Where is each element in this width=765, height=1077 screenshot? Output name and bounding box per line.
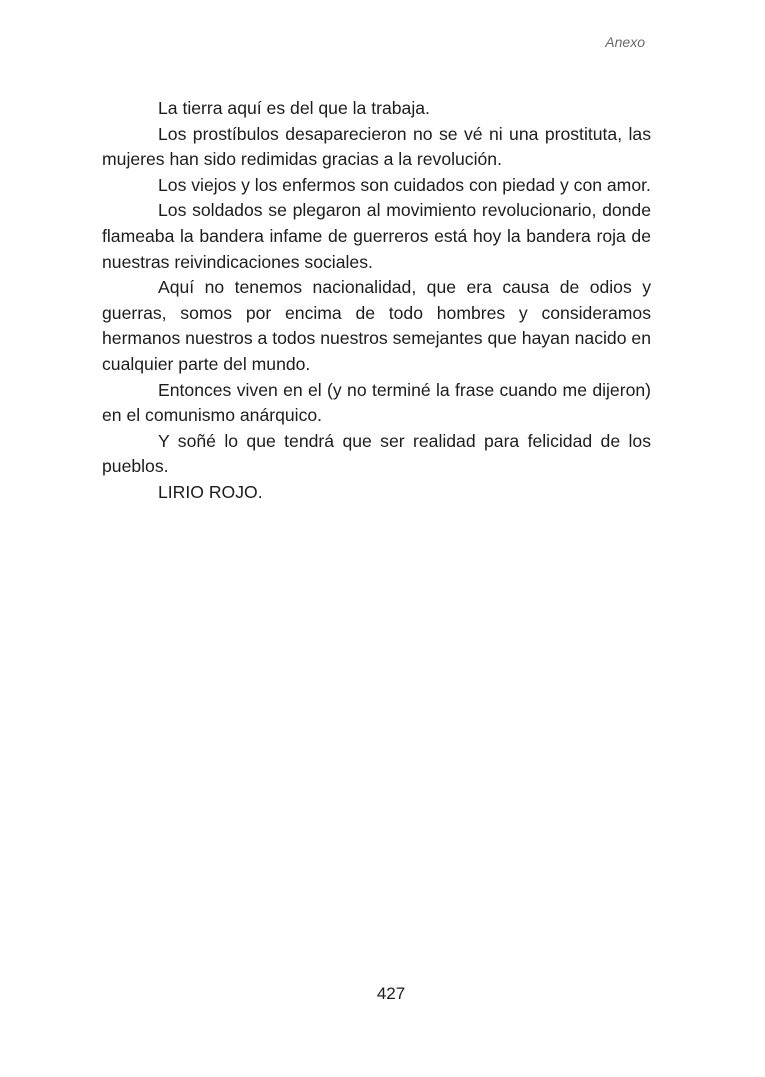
paragraph-6: Entonces viven en el (y no terminé la frase cuando me dijeron) en el comunismo anárquico. <box>102 379 651 426</box>
signature: LIRIO ROJO. <box>158 481 263 502</box>
paragraph-2: Los prostíbulos desaparecieron no se vé ni una prostituta, las mujeres han sido redimidas gracias a la revolución. <box>102 123 651 170</box>
paragraph-5: Aquí no tenemos nacionalidad, que era causa de odios y guerras, somos por encima de todo hombres y consideramos hermanos nuestros a todos nuestros semejantes que hayan nacido en cualquier parte del mundo. <box>102 277 651 374</box>
running-header: Anexo <box>605 34 645 50</box>
paragraph-3: Los viejos y los enfermos son cuidados con piedad y con amor. <box>158 174 651 195</box>
page-number: 427 <box>376 984 406 1003</box>
paragraph-7: Y soñé lo que tendrá que ser realidad para felicidad de los pueblos. <box>102 430 651 477</box>
paragraph-1: La tierra aquí es del que la trabaja. <box>158 98 430 118</box>
body-text <box>102 96 651 506</box>
paragraph-4: Los soldados se plegaron al movimiento revolucionario, donde flameaba la bandera infame de guerreros está hoy la bandera roja de nuestras reivindicaciones sociales. <box>102 200 651 272</box>
